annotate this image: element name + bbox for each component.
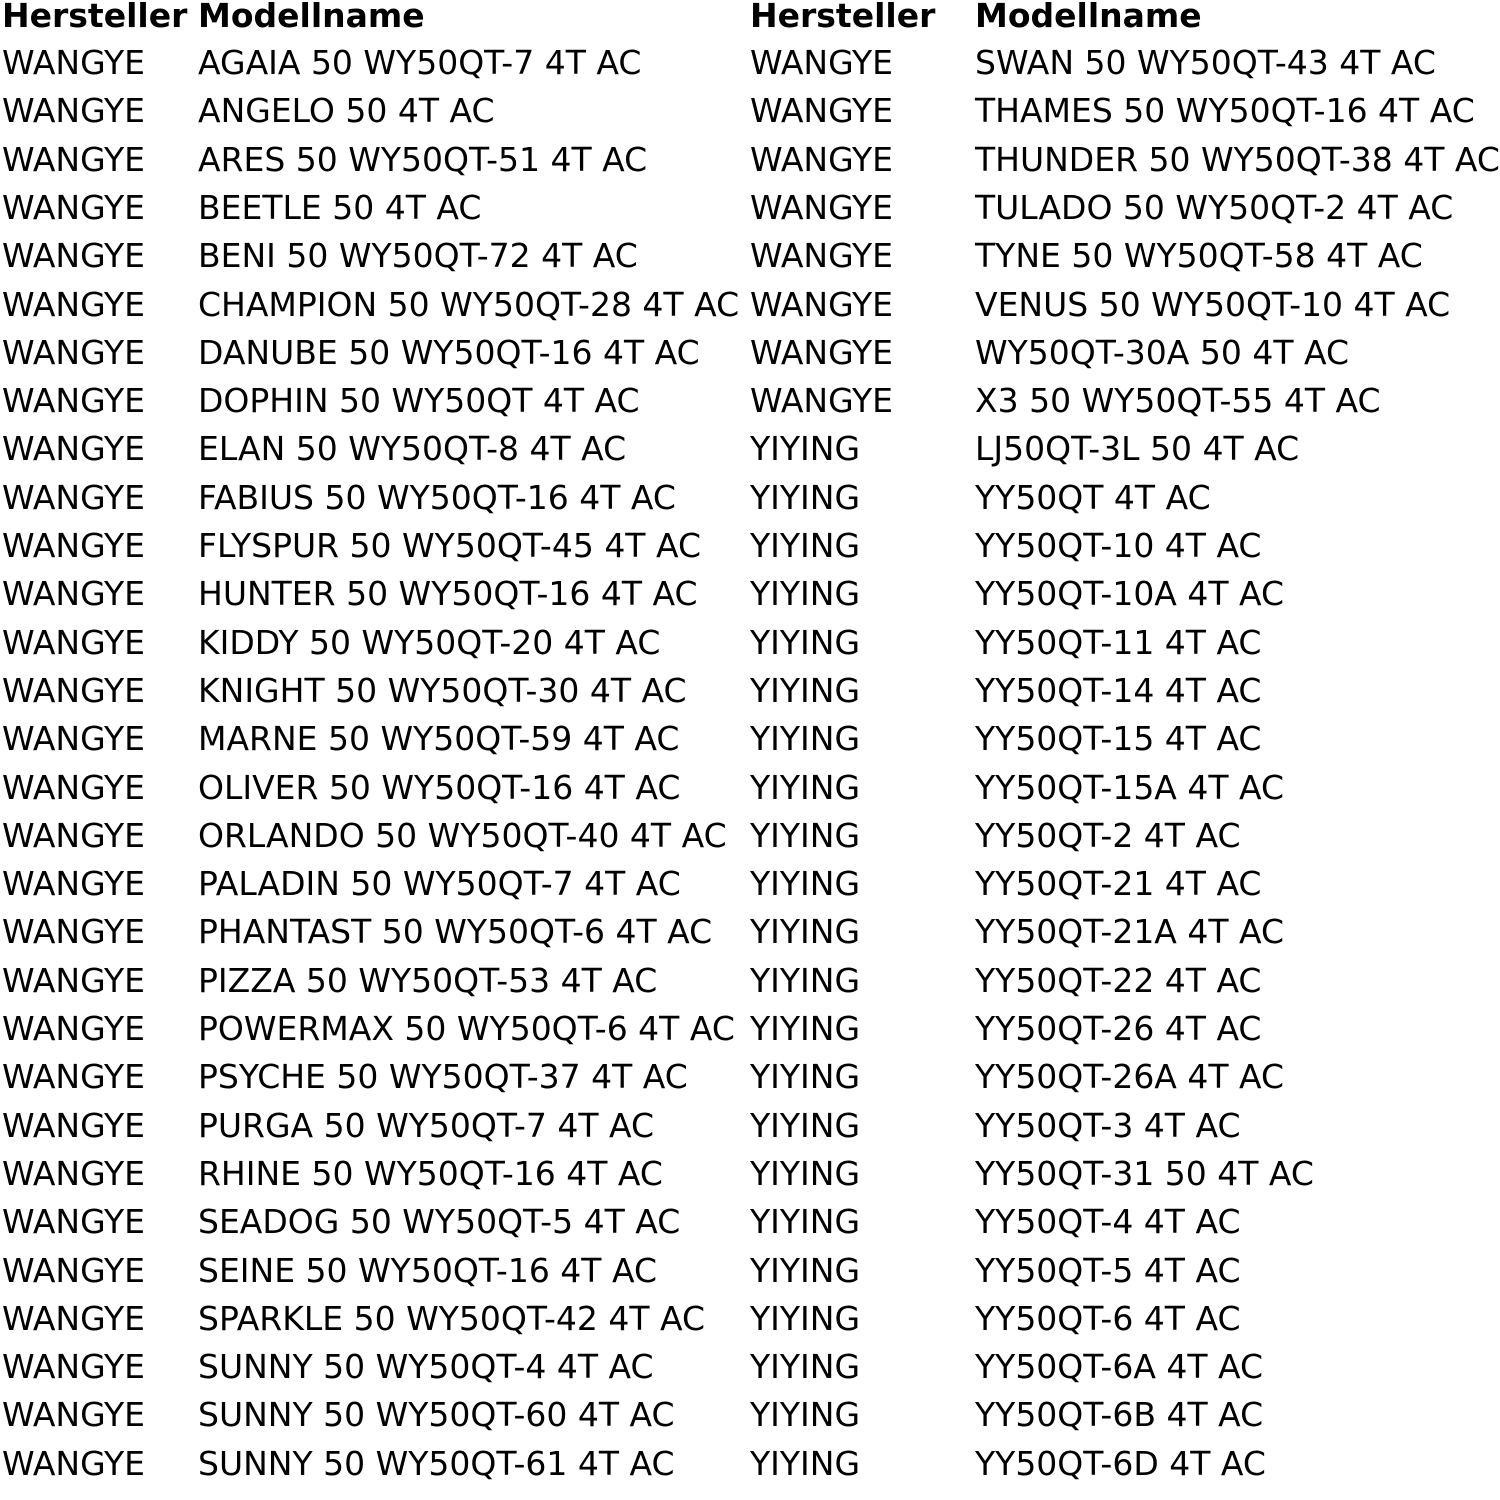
cell-modellname-left: SUNNY 50 WY50QT-60 4T AC — [198, 1395, 675, 1435]
cell-hersteller-right: WANGYE — [750, 236, 894, 276]
header-hersteller-right: Hersteller — [750, 0, 936, 35]
table-row — [0, 474, 1500, 522]
cell-hersteller-right: YIYING — [750, 622, 861, 662]
table-row — [0, 1102, 1500, 1150]
cell-hersteller-right: YIYING — [750, 526, 861, 565]
cell-modellname-right: THUNDER 50 WY50QT-38 4T AC — [975, 139, 1500, 179]
cell-hersteller-right: YIYING — [750, 1395, 861, 1435]
cell-hersteller-right: YIYING — [750, 1202, 861, 1242]
cell-hersteller-right: YIYING — [750, 1250, 861, 1290]
cell-modellname-right: YY50QT-6 4T AC — [975, 1298, 1241, 1338]
cell-modellname-left: HUNTER 50 WY50QT-16 4T AC — [198, 574, 698, 614]
cell-hersteller-right: WANGYE — [750, 43, 894, 82]
cell-hersteller-right: YIYING — [750, 815, 861, 855]
cell-modellname-left: PIZZA 50 WY50QT-53 4T AC — [198, 960, 658, 1000]
table-row — [0, 1440, 1500, 1488]
table-row — [0, 957, 1500, 1005]
cell-modellname-right: YY50QT-5 4T AC — [975, 1250, 1241, 1290]
cell-modellname-right: YY50QT-3 4T AC — [975, 1105, 1241, 1145]
cell-hersteller-left: WANGYE — [2, 912, 146, 952]
cell-modellname-left: ARES 50 WY50QT-51 4T AC — [198, 139, 648, 179]
table-row — [0, 715, 1500, 763]
header-modellname-right: Modellname — [975, 0, 1202, 35]
cell-hersteller-right: YIYING — [750, 960, 861, 1000]
cell-hersteller-left: WANGYE — [2, 91, 146, 131]
cell-hersteller-left: WANGYE — [2, 622, 146, 662]
cell-modellname-right: YY50QT-22 4T AC — [975, 960, 1262, 1000]
cell-modellname-left: KNIGHT 50 WY50QT-30 4T AC — [198, 670, 687, 710]
cell-hersteller-right: WANGYE — [750, 139, 894, 179]
header-modellname-left: Modellname — [198, 0, 425, 35]
table-row — [0, 87, 1500, 135]
cell-hersteller-right: WANGYE — [750, 187, 894, 227]
cell-modellname-right: YY50QT-2 4T AC — [975, 815, 1241, 855]
cell-hersteller-left: WANGYE — [2, 767, 146, 807]
cell-hersteller-left: WANGYE — [2, 139, 146, 179]
cell-modellname-right: WY50QT-30A 50 4T AC — [975, 332, 1350, 372]
cell-modellname-left: FABIUS 50 WY50QT-16 4T AC — [198, 477, 676, 517]
table-row — [0, 377, 1500, 425]
cell-hersteller-right: WANGYE — [750, 284, 894, 324]
cell-modellname-right: YY50QT-10A 4T AC — [975, 574, 1285, 614]
table-row — [0, 1247, 1500, 1295]
table-row — [0, 39, 1500, 87]
cell-modellname-right: YY50QT-31 50 4T AC — [975, 1153, 1314, 1193]
cell-hersteller-left: WANGYE — [2, 1009, 146, 1048]
cell-hersteller-left: WANGYE — [2, 1057, 146, 1097]
cell-hersteller-right: YIYING — [750, 1105, 861, 1145]
cell-modellname-left: CHAMPION 50 WY50QT-28 4T AC — [198, 284, 740, 324]
cell-hersteller-right: YIYING — [750, 1443, 861, 1483]
table-row — [0, 1295, 1500, 1343]
cell-modellname-right: YY50QT-26A 4T AC — [975, 1057, 1285, 1097]
cell-modellname-left: RHINE 50 WY50QT-16 4T AC — [198, 1153, 663, 1193]
table-row — [0, 522, 1500, 570]
cell-hersteller-left: WANGYE — [2, 1347, 146, 1387]
cell-modellname-left: OLIVER 50 WY50QT-16 4T AC — [198, 767, 681, 807]
cell-hersteller-left: WANGYE — [2, 187, 146, 227]
cell-hersteller-left: WANGYE — [2, 526, 146, 565]
cell-modellname-left: AGAIA 50 WY50QT-7 4T AC — [198, 43, 642, 82]
cell-modellname-right: YY50QT-11 4T AC — [975, 622, 1262, 662]
cell-modellname-right: X3 50 WY50QT-55 4T AC — [975, 381, 1381, 421]
cell-modellname-left: ORLANDO 50 WY50QT-40 4T AC — [198, 815, 727, 855]
cell-modellname-left: FLYSPUR 50 WY50QT-45 4T AC — [198, 526, 701, 565]
table-row — [0, 136, 1500, 184]
cell-modellname-left: DOPHIN 50 WY50QT 4T AC — [198, 381, 640, 421]
cell-hersteller-left: WANGYE — [2, 43, 146, 82]
cell-modellname-right: YY50QT-6B 4T AC — [975, 1395, 1264, 1435]
cell-modellname-right: TYNE 50 WY50QT-58 4T AC — [975, 236, 1423, 276]
cell-modellname-right: YY50QT-14 4T AC — [975, 670, 1262, 710]
cell-modellname-right: THAMES 50 WY50QT-16 4T AC — [975, 91, 1475, 131]
cell-modellname-right: YY50QT-4 4T AC — [975, 1202, 1241, 1242]
cell-modellname-right: YY50QT-21 4T AC — [975, 864, 1262, 904]
table-row — [0, 1053, 1500, 1101]
cell-modellname-right: LJ50QT-3L 50 4T AC — [975, 429, 1300, 469]
cell-hersteller-left: WANGYE — [2, 960, 146, 1000]
table-row — [0, 570, 1500, 618]
table-row — [0, 908, 1500, 956]
cell-hersteller-left: WANGYE — [2, 1395, 146, 1435]
table-row — [0, 764, 1500, 812]
cell-modellname-left: KIDDY 50 WY50QT-20 4T AC — [198, 622, 661, 662]
cell-modellname-left: SPARKLE 50 WY50QT-42 4T AC — [198, 1298, 706, 1338]
cell-hersteller-left: WANGYE — [2, 1298, 146, 1338]
cell-modellname-left: BENI 50 WY50QT-72 4T AC — [198, 236, 638, 276]
cell-modellname-right: YY50QT-6A 4T AC — [975, 1347, 1264, 1387]
cell-hersteller-right: WANGYE — [750, 381, 894, 421]
cell-modellname-left: PHANTAST 50 WY50QT-6 4T AC — [198, 912, 713, 952]
cell-hersteller-left: WANGYE — [2, 429, 146, 469]
cell-hersteller-right: WANGYE — [750, 332, 894, 372]
cell-hersteller-right: YIYING — [750, 477, 861, 517]
table-row — [0, 1198, 1500, 1246]
header-hersteller-left: Hersteller — [2, 0, 188, 35]
table-row — [0, 1005, 1500, 1053]
cell-modellname-left: MARNE 50 WY50QT-59 4T AC — [198, 719, 680, 759]
cell-modellname-left: SEADOG 50 WY50QT-5 4T AC — [198, 1202, 681, 1242]
cell-hersteller-right: YIYING — [750, 429, 861, 469]
cell-modellname-right: VENUS 50 WY50QT-10 4T AC — [975, 284, 1451, 324]
cell-hersteller-right: YIYING — [750, 1057, 861, 1097]
cell-hersteller-right: YIYING — [750, 1153, 861, 1193]
cell-modellname-right: SWAN 50 WY50QT-43 4T AC — [975, 43, 1436, 82]
cell-hersteller-left: WANGYE — [2, 864, 146, 904]
cell-hersteller-right: YIYING — [750, 719, 861, 759]
cell-hersteller-right: YIYING — [750, 1009, 861, 1048]
table-row — [0, 619, 1500, 667]
table-row — [0, 329, 1500, 377]
cell-hersteller-left: WANGYE — [2, 1443, 146, 1483]
cell-modellname-right: YY50QT 4T AC — [975, 477, 1211, 517]
cell-hersteller-left: WANGYE — [2, 236, 146, 276]
cell-modellname-left: ANGELO 50 4T AC — [198, 91, 495, 131]
cell-hersteller-left: WANGYE — [2, 719, 146, 759]
cell-modellname-left: POWERMAX 50 WY50QT-6 4T AC — [198, 1009, 735, 1048]
cell-hersteller-left: WANGYE — [2, 284, 146, 324]
cell-hersteller-right: WANGYE — [750, 91, 894, 131]
cell-hersteller-right: YIYING — [750, 574, 861, 614]
cell-modellname-right: TULADO 50 WY50QT-2 4T AC — [975, 187, 1454, 227]
cell-modellname-right: YY50QT-26 4T AC — [975, 1009, 1262, 1048]
cell-modellname-left: PALADIN 50 WY50QT-7 4T AC — [198, 864, 681, 904]
cell-hersteller-right: YIYING — [750, 1347, 861, 1387]
cell-hersteller-left: WANGYE — [2, 381, 146, 421]
cell-hersteller-left: WANGYE — [2, 1105, 146, 1145]
cell-hersteller-left: WANGYE — [2, 477, 146, 517]
table-row — [0, 667, 1500, 715]
table-row — [0, 860, 1500, 908]
cell-hersteller-right: YIYING — [750, 864, 861, 904]
cell-modellname-left: PURGA 50 WY50QT-7 4T AC — [198, 1105, 655, 1145]
table-row — [0, 1150, 1500, 1198]
cell-hersteller-right: YIYING — [750, 767, 861, 807]
cell-modellname-right: YY50QT-15A 4T AC — [975, 767, 1285, 807]
table-row — [0, 281, 1500, 329]
table-row — [0, 1343, 1500, 1391]
cell-modellname-right: YY50QT-6D 4T AC — [975, 1443, 1266, 1483]
cell-hersteller-left: WANGYE — [2, 1250, 146, 1290]
cell-modellname-left: DANUBE 50 WY50QT-16 4T AC — [198, 332, 700, 372]
cell-hersteller-left: WANGYE — [2, 815, 146, 855]
cell-modellname-right: YY50QT-10 4T AC — [975, 526, 1262, 565]
cell-hersteller-left: WANGYE — [2, 670, 146, 710]
cell-modellname-left: SEINE 50 WY50QT-16 4T AC — [198, 1250, 657, 1290]
table-row — [0, 232, 1500, 280]
cell-modellname-right: YY50QT-21A 4T AC — [975, 912, 1285, 952]
cell-modellname-left: PSYCHE 50 WY50QT-37 4T AC — [198, 1057, 688, 1097]
cell-hersteller-left: WANGYE — [2, 1202, 146, 1242]
cell-hersteller-right: YIYING — [750, 670, 861, 710]
cell-hersteller-left: WANGYE — [2, 1153, 146, 1193]
cell-modellname-left: BEETLE 50 4T AC — [198, 187, 482, 227]
cell-hersteller-right: YIYING — [750, 1298, 861, 1338]
cell-hersteller-left: WANGYE — [2, 574, 146, 614]
table-row — [0, 184, 1500, 232]
table-row — [0, 425, 1500, 473]
cell-modellname-left: SUNNY 50 WY50QT-4 4T AC — [198, 1347, 654, 1387]
cell-hersteller-right: YIYING — [750, 912, 861, 952]
cell-modellname-right: YY50QT-15 4T AC — [975, 719, 1262, 759]
cell-modellname-left: ELAN 50 WY50QT-8 4T AC — [198, 429, 627, 469]
table-row — [0, 812, 1500, 860]
cell-hersteller-left: WANGYE — [2, 332, 146, 372]
cell-modellname-left: SUNNY 50 WY50QT-61 4T AC — [198, 1443, 675, 1483]
table-row — [0, 1391, 1500, 1439]
